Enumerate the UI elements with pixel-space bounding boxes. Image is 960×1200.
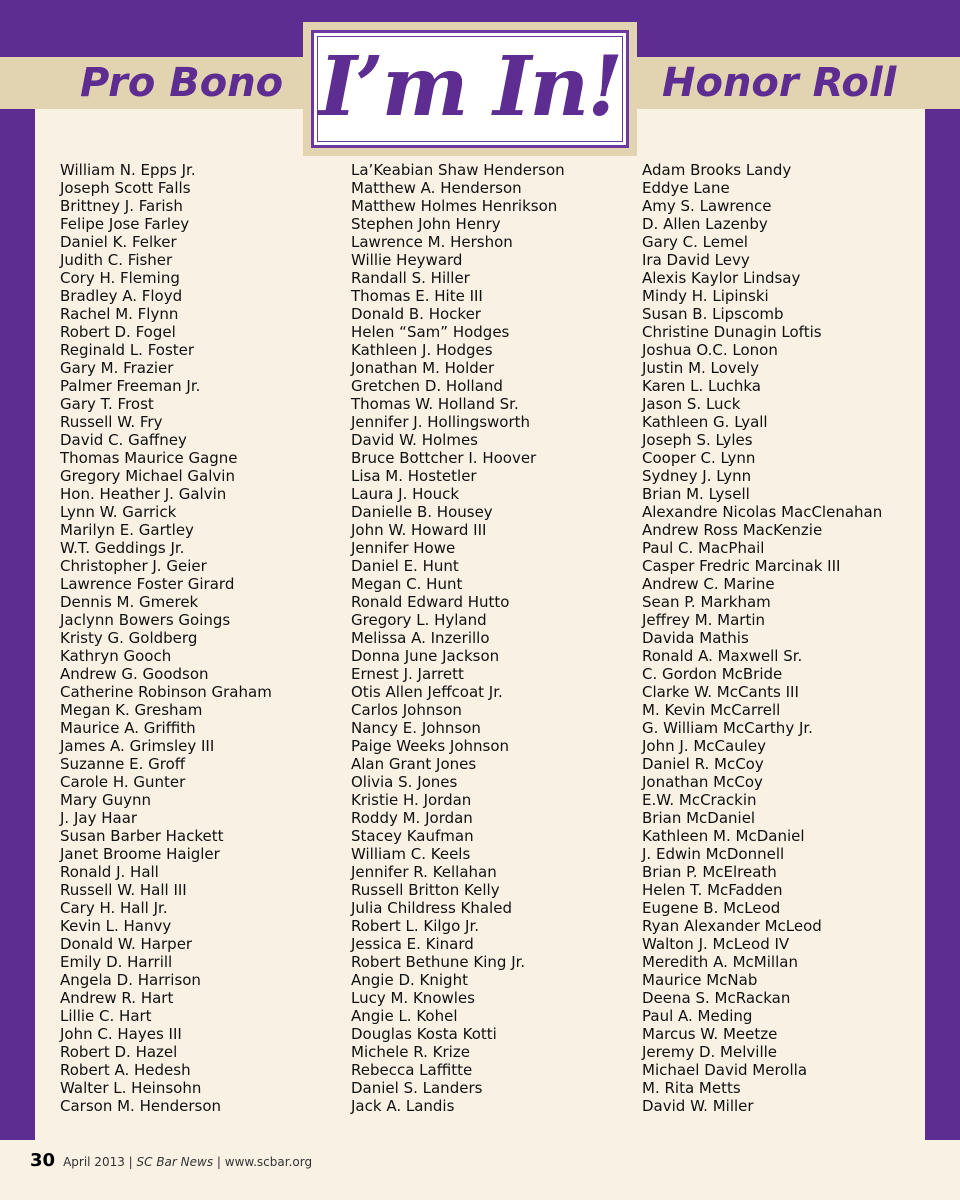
honor-roll-name: Olivia S. Jones bbox=[351, 773, 458, 791]
honor-roll-name: Carson M. Henderson bbox=[60, 1097, 222, 1115]
honor-roll-name: Brian P. McElreath bbox=[642, 863, 777, 881]
footer-info: April 2013 | SC Bar News | www.scbar.org bbox=[63, 1155, 313, 1169]
honor-roll-name: M. Kevin McCarrell bbox=[642, 701, 781, 719]
honor-roll-name: Andrew R. Hart bbox=[60, 989, 174, 1007]
honor-roll-name: Gary T. Frost bbox=[60, 395, 154, 413]
honor-roll-name: Daniel E. Hunt bbox=[351, 557, 459, 575]
honor-roll-name: Russell W. Fry bbox=[60, 413, 163, 431]
honor-roll-name: Cary H. Hall Jr. bbox=[60, 899, 168, 917]
honor-roll-name: Bruce Bottcher I. Hoover bbox=[351, 449, 537, 467]
honor-roll-name: Robert D. Fogel bbox=[60, 323, 176, 341]
honor-roll-name: Felipe Jose Farley bbox=[60, 215, 190, 233]
honor-roll-name: Joseph S. Lyles bbox=[642, 431, 753, 449]
page-number: 30 bbox=[30, 1150, 56, 1171]
honor-roll-name: Jonathan McCoy bbox=[642, 773, 763, 791]
honor-roll-name: Meredith A. McMillan bbox=[642, 953, 798, 971]
logo-text: I’m In! bbox=[318, 39, 622, 135]
honor-roll-name: Andrew C. Marine bbox=[642, 575, 775, 593]
honor-roll-name: Kristie H. Jordan bbox=[351, 791, 472, 809]
honor-roll-name: Gary C. Lemel bbox=[642, 233, 748, 251]
footer-publication: SC Bar News bbox=[136, 1155, 214, 1169]
honor-roll-name: William C. Keels bbox=[351, 845, 471, 863]
honor-roll-name: Matthew A. Henderson bbox=[351, 179, 522, 197]
honor-roll-name: Kristy G. Goldberg bbox=[60, 629, 198, 647]
honor-roll-name: Suzanne E. Groff bbox=[60, 755, 186, 773]
honor-roll-name: James A. Grimsley III bbox=[60, 737, 215, 755]
honor-roll-name: Carole H. Gunter bbox=[60, 773, 186, 791]
honor-roll-name: Daniel K. Felker bbox=[60, 233, 177, 251]
honor-roll-name: Ryan Alexander McLeod bbox=[642, 917, 822, 935]
honor-roll-name: Lucy M. Knowles bbox=[351, 989, 475, 1007]
honor-roll-name: Kathryn Gooch bbox=[60, 647, 172, 665]
honor-roll-name: Angie D. Knight bbox=[351, 971, 468, 989]
honor-roll-name: Roddy M. Jordan bbox=[351, 809, 473, 827]
honor-roll-name: John J. McCauley bbox=[642, 737, 766, 755]
honor-roll-name: Kathleen J. Hodges bbox=[351, 341, 493, 359]
honor-roll-name: Clarke W. McCants III bbox=[642, 683, 799, 701]
honor-roll-name: David W. Holmes bbox=[351, 431, 479, 449]
honor-roll-name: J. Jay Haar bbox=[60, 809, 138, 827]
honor-roll-name: Angela D. Harrison bbox=[60, 971, 201, 989]
honor-roll-name: Michele R. Krize bbox=[351, 1043, 470, 1061]
honor-roll-name: Jeffrey M. Martin bbox=[642, 611, 766, 629]
honor-roll-name: Catherine Robinson Graham bbox=[60, 683, 272, 701]
honor-roll-name: Randall S. Hiller bbox=[351, 269, 470, 287]
honor-roll-name: Rachel M. Flynn bbox=[60, 305, 179, 323]
honor-roll-name: Jennifer J. Hollingsworth bbox=[351, 413, 531, 431]
honor-roll-name: Rebecca Laffitte bbox=[351, 1061, 473, 1079]
honor-roll-name: Robert A. Hedesh bbox=[60, 1061, 191, 1079]
honor-roll-name: Russell Britton Kelly bbox=[351, 881, 500, 899]
honor-roll-name: Christine Dunagin Loftis bbox=[642, 323, 822, 341]
honor-roll-name: Lisa M. Hostetler bbox=[351, 467, 477, 485]
honor-roll-name: Lynn W. Garrick bbox=[60, 503, 177, 521]
honor-roll-name: Lawrence M. Hershon bbox=[351, 233, 513, 251]
honor-roll-name: M. Rita Metts bbox=[642, 1079, 741, 1097]
names-column-2 bbox=[351, 161, 565, 1115]
honor-roll-name: Kathleen M. McDaniel bbox=[642, 827, 805, 845]
honor-roll-name: Sean P. Markham bbox=[642, 593, 771, 611]
honor-roll-name: Andrew Ross MacKenzie bbox=[642, 521, 823, 539]
honor-roll-name: Judith C. Fisher bbox=[60, 251, 173, 269]
honor-roll-name: Ronald Edward Hutto bbox=[351, 593, 510, 611]
honor-roll-name: Cooper C. Lynn bbox=[642, 449, 756, 467]
honor-roll-name: Davida Mathis bbox=[642, 629, 749, 647]
honor-roll-name: Alexandre Nicolas MacClenahan bbox=[642, 503, 883, 521]
honor-roll-name: Jason S. Luck bbox=[642, 395, 741, 413]
honor-roll-name: C. Gordon McBride bbox=[642, 665, 783, 683]
honor-roll-name: Douglas Kosta Kotti bbox=[351, 1025, 497, 1043]
honor-roll-name: Maurice A. Griffith bbox=[60, 719, 196, 737]
honor-roll-name: Helen T. McFadden bbox=[642, 881, 783, 899]
honor-roll-name: Russell W. Hall III bbox=[60, 881, 187, 899]
honor-roll-name: Jeremy D. Melville bbox=[642, 1043, 778, 1061]
honor-roll-name: Michael David Merolla bbox=[642, 1061, 808, 1079]
honor-roll-name: Emily D. Harrill bbox=[60, 953, 173, 971]
honor-roll-name: J. Edwin McDonnell bbox=[642, 845, 785, 863]
honor-roll-name: Stephen John Henry bbox=[351, 215, 501, 233]
honor-roll-name: Ronald A. Maxwell Sr. bbox=[642, 647, 803, 665]
honor-roll-name: Daniel R. McCoy bbox=[642, 755, 764, 773]
honor-roll-name: Paige Weeks Johnson bbox=[351, 737, 510, 755]
honor-roll-name: Alexis Kaylor Lindsay bbox=[642, 269, 801, 287]
honor-roll-name: Ronald J. Hall bbox=[60, 863, 159, 881]
honor-roll-name: Gregory L. Hyland bbox=[351, 611, 487, 629]
honor-roll-name: Otis Allen Jeffcoat Jr. bbox=[351, 683, 503, 701]
honor-roll-name: Laura J. Houck bbox=[351, 485, 460, 503]
honor-roll-name: Alan Grant Jones bbox=[351, 755, 477, 773]
honor-roll-name: Ira David Levy bbox=[642, 251, 750, 269]
honor-roll-name: Thomas E. Hite III bbox=[351, 287, 483, 305]
honor-roll-name: Justin M. Lovely bbox=[642, 359, 759, 377]
honor-roll-name: Julia Childress Khaled bbox=[351, 899, 512, 917]
page-footer bbox=[30, 1150, 312, 1176]
honor-roll-name: Marcus W. Meetze bbox=[642, 1025, 778, 1043]
honor-roll-name: Marilyn E. Gartley bbox=[60, 521, 194, 539]
honor-roll-name: Thomas Maurice Gagne bbox=[60, 449, 238, 467]
honor-roll-name: Willie Heyward bbox=[351, 251, 463, 269]
honor-roll-name: Robert D. Hazel bbox=[60, 1043, 178, 1061]
honor-roll-name: Stacey Kaufman bbox=[351, 827, 474, 845]
honor-roll-name: Mary Guynn bbox=[60, 791, 151, 809]
honor-roll-name: Donald W. Harper bbox=[60, 935, 193, 953]
logo-frame bbox=[311, 30, 629, 148]
honor-roll-name: Carlos Johnson bbox=[351, 701, 462, 719]
honor-roll-name: Angie L. Kohel bbox=[351, 1007, 458, 1025]
honor-roll-name: D. Allen Lazenby bbox=[642, 215, 768, 233]
honor-roll-name: Brian M. Lysell bbox=[642, 485, 750, 503]
honor-roll-name: Donna June Jackson bbox=[351, 647, 500, 665]
honor-roll-name: Nancy E. Johnson bbox=[351, 719, 481, 737]
honor-roll-name: Maurice McNab bbox=[642, 971, 758, 989]
honor-roll-name: Bradley A. Floyd bbox=[60, 287, 183, 305]
honor-roll-name: Melissa A. Inzerillo bbox=[351, 629, 490, 647]
honor-roll-name: Gregory Michael Galvin bbox=[60, 467, 235, 485]
honor-roll-name: Joshua O.C. Lonon bbox=[642, 341, 778, 359]
honor-roll-name: Christopher J. Geier bbox=[60, 557, 207, 575]
honor-roll-name: Lillie C. Hart bbox=[60, 1007, 152, 1025]
honor-roll-name: Kathleen G. Lyall bbox=[642, 413, 768, 431]
honor-roll-name: Helen “Sam” Hodges bbox=[351, 323, 510, 341]
honor-roll-name: Brian McDaniel bbox=[642, 809, 756, 827]
honor-roll-name: Daniel S. Landers bbox=[351, 1079, 483, 1097]
honor-roll-name: Joseph Scott Falls bbox=[60, 179, 191, 197]
honor-roll-name: Eugene B. McLeod bbox=[642, 899, 781, 917]
honor-roll-name: David W. Miller bbox=[642, 1097, 754, 1115]
names-column-3 bbox=[642, 161, 882, 1115]
honor-roll-name: Sydney J. Lynn bbox=[642, 467, 752, 485]
honor-roll-name: Hon. Heather J. Galvin bbox=[60, 485, 227, 503]
honor-roll-name: Paul A. Meding bbox=[642, 1007, 753, 1025]
header-right-title: Honor Roll bbox=[662, 60, 897, 106]
honor-roll-name: Deena S. McRackan bbox=[642, 989, 791, 1007]
honor-roll-name: W.T. Geddings Jr. bbox=[60, 539, 185, 557]
honor-roll-name: Lawrence Foster Girard bbox=[60, 575, 235, 593]
honor-roll-name: Adam Brooks Landy bbox=[642, 161, 792, 179]
honor-roll-name: Amy S. Lawrence bbox=[642, 197, 772, 215]
honor-roll-name: Megan K. Gresham bbox=[60, 701, 203, 719]
honor-roll-name: Susan B. Lipscomb bbox=[642, 305, 784, 323]
honor-roll-name: Susan Barber Hackett bbox=[60, 827, 224, 845]
honor-roll-name: Paul C. MacPhail bbox=[642, 539, 765, 557]
honor-roll-name: William N. Epps Jr. bbox=[60, 161, 196, 179]
honor-roll-name: Gretchen D. Holland bbox=[351, 377, 503, 395]
honor-roll-name: Karen L. Luchka bbox=[642, 377, 761, 395]
honor-roll-name: John C. Hayes III bbox=[60, 1025, 182, 1043]
honor-roll-name: Donald B. Hocker bbox=[351, 305, 481, 323]
footer-url: www.scbar.org bbox=[224, 1155, 313, 1169]
honor-roll-name: La’Keabian Shaw Henderson bbox=[351, 161, 565, 179]
honor-roll-name: Ernest J. Jarrett bbox=[351, 665, 464, 683]
honor-roll-name: Robert L. Kilgo Jr. bbox=[351, 917, 480, 935]
honor-roll-name: Matthew Holmes Henrikson bbox=[351, 197, 558, 215]
honor-roll-name: Kevin L. Hanvy bbox=[60, 917, 172, 935]
honor-roll-name: Jack A. Landis bbox=[351, 1097, 455, 1115]
names-column-1 bbox=[60, 161, 272, 1115]
honor-roll-name: Megan C. Hunt bbox=[351, 575, 463, 593]
honor-roll-name: G. William McCarthy Jr. bbox=[642, 719, 813, 737]
honor-roll-name: Gary M. Frazier bbox=[60, 359, 174, 377]
honor-roll-name: Thomas W. Holland Sr. bbox=[351, 395, 519, 413]
honor-roll-name: Reginald L. Foster bbox=[60, 341, 195, 359]
honor-roll-name: Danielle B. Housey bbox=[351, 503, 493, 521]
honor-roll-name: Jonathan M. Holder bbox=[351, 359, 495, 377]
im-in-logo bbox=[303, 22, 637, 156]
honor-roll-name: Jennifer Howe bbox=[351, 539, 456, 557]
honor-roll-name: Dennis M. Gmerek bbox=[60, 593, 199, 611]
footer-date: April 2013 bbox=[63, 1155, 125, 1169]
honor-roll-name: Cory H. Fleming bbox=[60, 269, 180, 287]
honor-roll-name: John W. Howard III bbox=[351, 521, 487, 539]
honor-roll-name: David C. Gaffney bbox=[60, 431, 187, 449]
honor-roll-name: E.W. McCrackin bbox=[642, 791, 757, 809]
honor-roll-name: Jaclynn Bowers Goings bbox=[60, 611, 231, 629]
honor-roll-name: Brittney J. Farish bbox=[60, 197, 183, 215]
honor-roll-name: Jennifer R. Kellahan bbox=[351, 863, 497, 881]
honor-roll-name: Mindy H. Lipinski bbox=[642, 287, 769, 305]
honor-roll-name: Walton J. McLeod IV bbox=[642, 935, 790, 953]
header-left-title: Pro Bono bbox=[80, 60, 284, 106]
honor-roll-name: Janet Broome Haigler bbox=[60, 845, 220, 863]
honor-roll-name: Casper Fredric Marcinak III bbox=[642, 557, 841, 575]
honor-roll-name: Jessica E. Kinard bbox=[351, 935, 474, 953]
honor-roll-name: Andrew G. Goodson bbox=[60, 665, 209, 683]
honor-roll-name: Palmer Freeman Jr. bbox=[60, 377, 201, 395]
honor-roll-name: Robert Bethune King Jr. bbox=[351, 953, 526, 971]
honor-roll-name: Eddye Lane bbox=[642, 179, 730, 197]
honor-roll-name: Walter L. Heinsohn bbox=[60, 1079, 202, 1097]
